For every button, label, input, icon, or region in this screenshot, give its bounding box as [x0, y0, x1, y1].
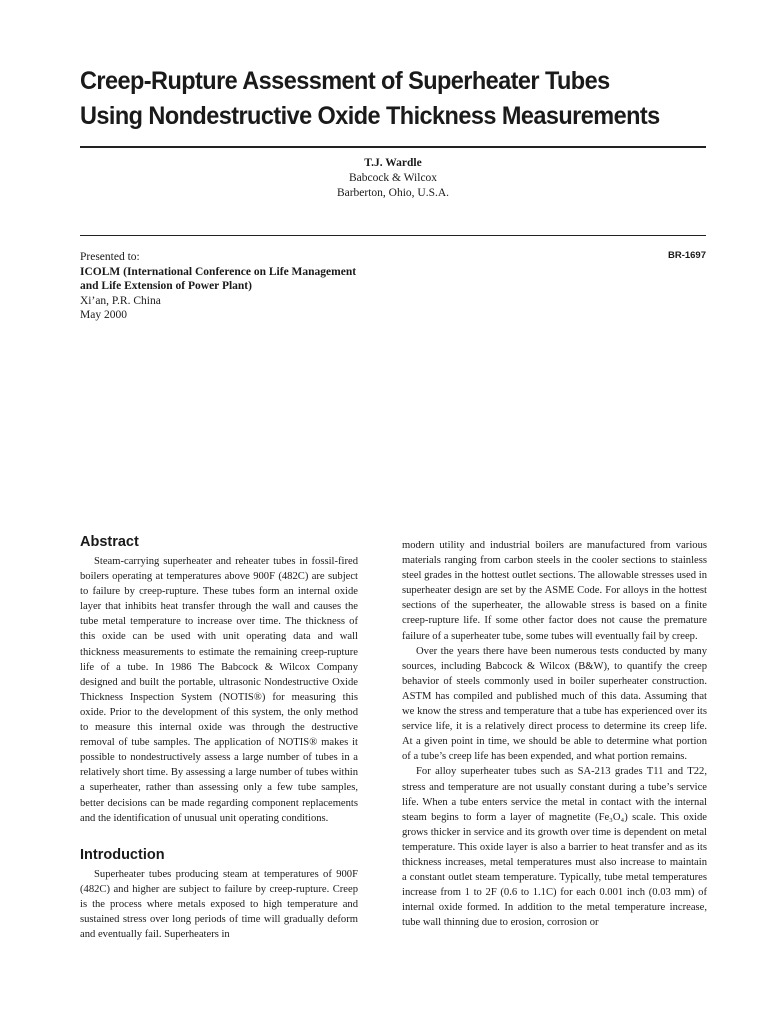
introduction-heading: Introduction [80, 846, 165, 863]
conference-line-1: ICOLM (International Conference on Life Management [80, 265, 357, 278]
author-company: Babcock & Wilcox [348, 172, 438, 184]
presented-label: Presented to: [80, 251, 140, 263]
abstract-heading: Abstract [80, 534, 139, 550]
author-location: Barberton, Ohio, U.S.A. [336, 187, 450, 199]
report-number: BR-1697 [667, 250, 706, 261]
paper-title [80, 64, 682, 134]
header-divider [80, 235, 706, 236]
introduction-para-1: Superheater tubes producing steam at temperatures of 900F (482C) and higher are subject to failure by creep-rupture. Creep is the process where metals exposed to high temperature and sustained stress over long periods of time will gradually deform and eventually fail. Superheaters in [80, 868, 358, 941]
author-block [80, 156, 706, 201]
introduction-para-3: For alloy superheater tubes such as SA-213 grades T11 and T22, stress and temperature are not usually constant during a tube’s service life. When a tube enters service the metal in contact with the internal steam begins to form a layer of magnetite (Fe₃O₄) scale. This oxide grows thicker in service and its growth over time is dependent on metal temperature. This oxide layer is also a barrier to heat transfer and as its thickness increases, metal temperatures must also increase to maintain a constant outlet steam temperature. Typically, tube metal temperatures increase from 1 to 2F (0.6 to 1.1C) for each 0.001 inch (0.03 mm) of internal oxide formed. In addition to the metal temperature increase, tube wall thinning due to erosion, corrosion or [402, 766, 707, 929]
title-divider [80, 146, 706, 148]
conference-date: May 2000 [80, 309, 127, 321]
abstract-text: Steam-carrying superheater and reheater tubes in fossil-fired boilers operating at temperatures above 900F (482C) are subject to failure by creep-rupture. These tubes form an internal oxide layer that inhibits heat transfer through the wall and causes the tube metal temperature to increase over time. The thickness of this oxide can be used with unit operating data and wall thickness measurements to estimate the remaining creep-rupture life of a tube. In 1986 The Babcock & Wilcox Company designed and built the portable, ultrasonic Nondestructive Oxide Thickness Inspection System (NOTIS®) for measuring this oxide. Prior to the development of this system, the only method to measure this internal oxide was through the destructive removal of tube samples. The application of NOTIS® makes it possible to nondestructively assess a large number of tubes in a relatively short time. By assessing a large number of tubes within a superheater, rather than assessing only a few tube samples, better decisions can be made regarding component replacements and the identification of unusual unit operating conditions. [80, 556, 358, 824]
presented-block [80, 250, 400, 323]
right-column [402, 538, 707, 930]
conference-place: Xi’an, P.R. China [80, 294, 161, 307]
title-line-2: Using Nondestructive Oxide Thickness Measurements [80, 102, 660, 130]
title-line-1: Creep-Rupture Assessment of Superheater Tubes [80, 67, 610, 95]
conference-line-2: and Life Extension of Power Plant) [80, 280, 252, 292]
author-name: T.J. Wardle [364, 157, 422, 169]
introduction-para-2: Over the years there have been numerous tests conducted by many sources, including Babcock & Wilcox (B&W), to quantify the creep behavior of steels commonly used in boiler superheater construction. ASTM has compiled and published much of this data. Assuming that we know the stress and temperature that a tube has experienced over its service life, it is a relatively direct process to determine its creep life. At a given point in time, we should be able to determine what portion of a tube’s creep life has been expended, and what portion remains. [402, 645, 707, 763]
introduction-para-1-cont: modern utility and industrial boilers are manufactured from various materials ranging from carbon steels in the cooler sections to stainless steel grades in the hottest outlet sections. The allowable stresses used in superheater design are set by the ASME Code. For alloys in the hottest sections of the superheater, the allowable stress is based on a finite creep-rupture life. If some other factor does not cause the premature failure of a superheater tube, some tubes will eventually fail by creep. [402, 540, 707, 642]
left-column [80, 533, 358, 942]
